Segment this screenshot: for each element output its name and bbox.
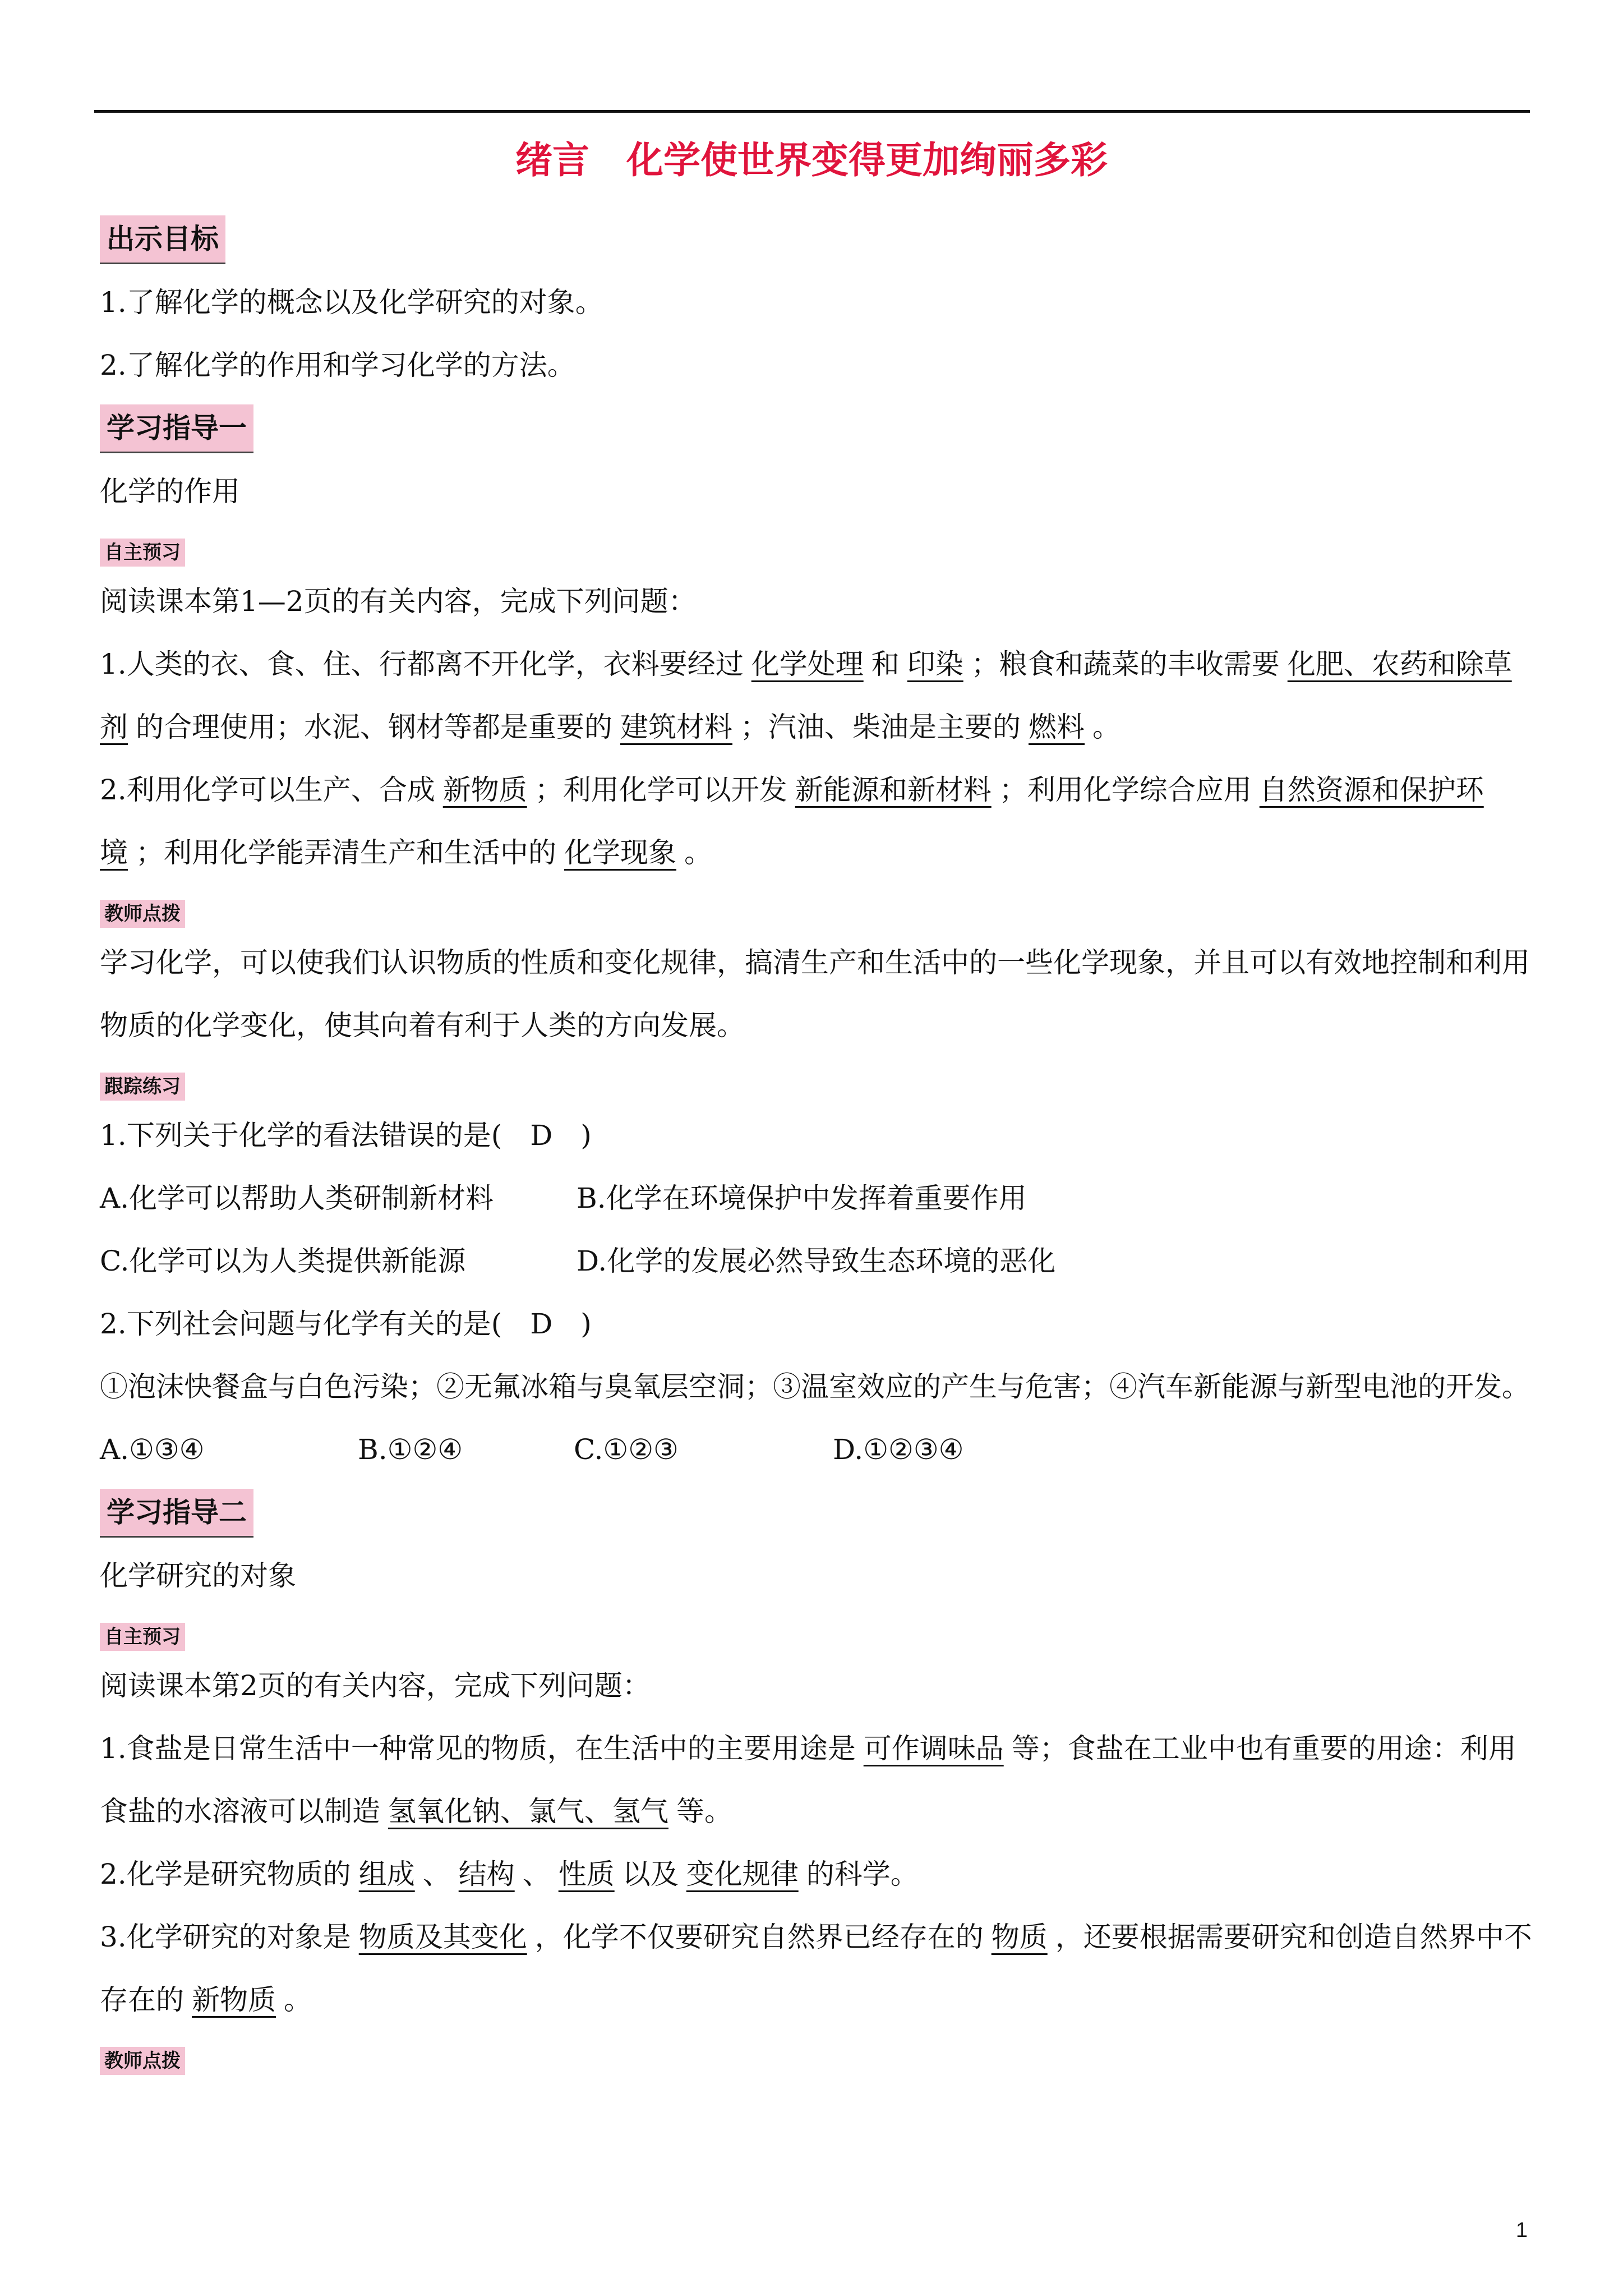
practice-2-options	[100, 1418, 1536, 1481]
option-b: B.化学在环境保护中发挥着重要作用	[577, 1182, 1027, 1214]
guide2-intro: 阅读课本第2页的有关内容，完成下列问题：	[100, 1669, 651, 1702]
answer-blank: 性质	[558, 1858, 615, 1890]
answer-blank: 可作调味品	[863, 1732, 1004, 1765]
guide2-question-2: 2.化学是研究物质的 组成 、 结构 、 性质 以及 变化规律 的科学。	[100, 1858, 919, 1890]
option-c: C.化学可以为人类提供新能源	[100, 1245, 466, 1277]
guide2-question-1: 1.食盐是日常生活中一种常见的物质，在生活中的主要用途是 可作调味品 等；食盐在工业中也有重要的用途：利用食盐的水溶液可以制造 氢氧化钠、氯气、氢气 等。	[100, 1732, 1516, 1828]
answer-blank: 化肥、农药和除草剂	[100, 648, 1512, 743]
answer-blank: 物质及其变化	[358, 1921, 527, 1953]
practice-1-options-cd	[100, 1230, 1536, 1292]
guide2-preview-tag: 自主预习	[100, 1623, 1536, 1651]
goal-item: 2.了解化学的作用和学习化学的方法。	[100, 349, 575, 381]
document-body	[100, 208, 1536, 2078]
guide1-practice-tag: 跟踪练习	[100, 1073, 1536, 1101]
answer-blank: 印染	[907, 648, 963, 680]
answer-blank: 化学处理	[751, 648, 864, 680]
option-a: A.化学可以帮助人类研制新材料	[100, 1182, 494, 1214]
option-d: D.化学的发展必然导致生态环境的恶化	[577, 1245, 1056, 1277]
answer-blank: 变化规律	[686, 1858, 799, 1890]
guide1-teacher-text: 学习化学，可以使我们认识物质的性质和变化规律，搞清生产和生活中的一些化学现象，并且可以有效地控制和利用物质的化学变化，使其向着有利于人类的方向发展。	[100, 946, 1530, 1042]
guide2-question-3: 3.化学研究的对象是 物质及其变化 ，化学不仅要研究自然界已经存在的 物质 ，还要根据需要研究和创造自然界中不存在的 新物质 。	[100, 1921, 1532, 2016]
answer-blank: 燃料	[1029, 711, 1085, 743]
option-a: A.①③④	[100, 1433, 205, 1466]
guide1-question-2: 2.利用化学可以生产、合成 新物质 ；利用化学可以开发 新能源和新材料 ；利用化学综合应用 自然资源和保护环境 ；利用化学能弄清生产和生活中的 化学现象 。	[100, 774, 1484, 869]
goals-heading: 出示目标	[100, 215, 1536, 264]
option-d: D.①②③④	[833, 1433, 964, 1466]
guide2-teacher-tag: 教师点拨	[100, 2047, 1536, 2075]
guide1-topic: 化学的作用	[100, 475, 240, 508]
guide2-topic: 化学研究的对象	[100, 1559, 296, 1592]
answer-blank: 自然资源和保护环境	[100, 774, 1484, 869]
guide1-teacher-tag: 教师点拨	[100, 900, 1536, 928]
practice-2-description: ①泡沫快餐盒与白色污染；②无氟冰箱与臭氧层空洞；③温室效应的产生与危害；④汽车新能源与新型电池的开发。	[100, 1370, 1530, 1403]
guide2-heading: 学习指导二	[100, 1489, 1536, 1538]
guide1-question-1: 1.人类的衣、食、住、行都离不开化学，衣料要经过 化学处理 和 印染 ；粮食和蔬菜的丰收需要 化肥、农药和除草剂 的合理使用；水泥、钢材等都是重要的 建筑材料 ；汽油、柴油是主要的 燃料 。	[100, 648, 1512, 743]
answer-blank: 建筑材料	[620, 711, 732, 743]
guide1-preview-tag: 自主预习	[100, 539, 1536, 567]
practice-1-options-ab	[100, 1167, 1536, 1230]
answer-blank: 氢氧化钠、氯气、氢气	[388, 1795, 668, 1828]
answer-blank: 新物质	[442, 774, 527, 806]
option-c: C.①②③	[574, 1433, 679, 1466]
guide1-heading: 学习指导一	[100, 404, 1536, 453]
practice-1-stem: 1.下列关于化学的看法错误的是( D )	[100, 1119, 592, 1152]
answer-blank: 物质	[991, 1921, 1048, 1953]
page-title: 绪言 化学使世界变得更加绚丽多彩	[515, 139, 1108, 182]
guide1-intro: 阅读课本第1—2页的有关内容，完成下列问题：	[100, 585, 697, 618]
answer-blank: 新能源和新材料	[795, 774, 992, 806]
answer-blank: 组成	[358, 1858, 415, 1890]
top-rule	[94, 110, 1530, 113]
answer-blank: 结构	[458, 1858, 515, 1890]
goal-item: 1.了解化学的概念以及化学研究的对象。	[100, 286, 603, 319]
answer-blank: 新物质	[192, 1984, 276, 2016]
option-b: B.①②④	[358, 1433, 463, 1466]
page-number: 1	[1515, 2219, 1528, 2242]
practice-2-stem: 2.下列社会问题与化学有关的是( D )	[100, 1308, 592, 1340]
answer-blank: 化学现象	[564, 836, 676, 869]
